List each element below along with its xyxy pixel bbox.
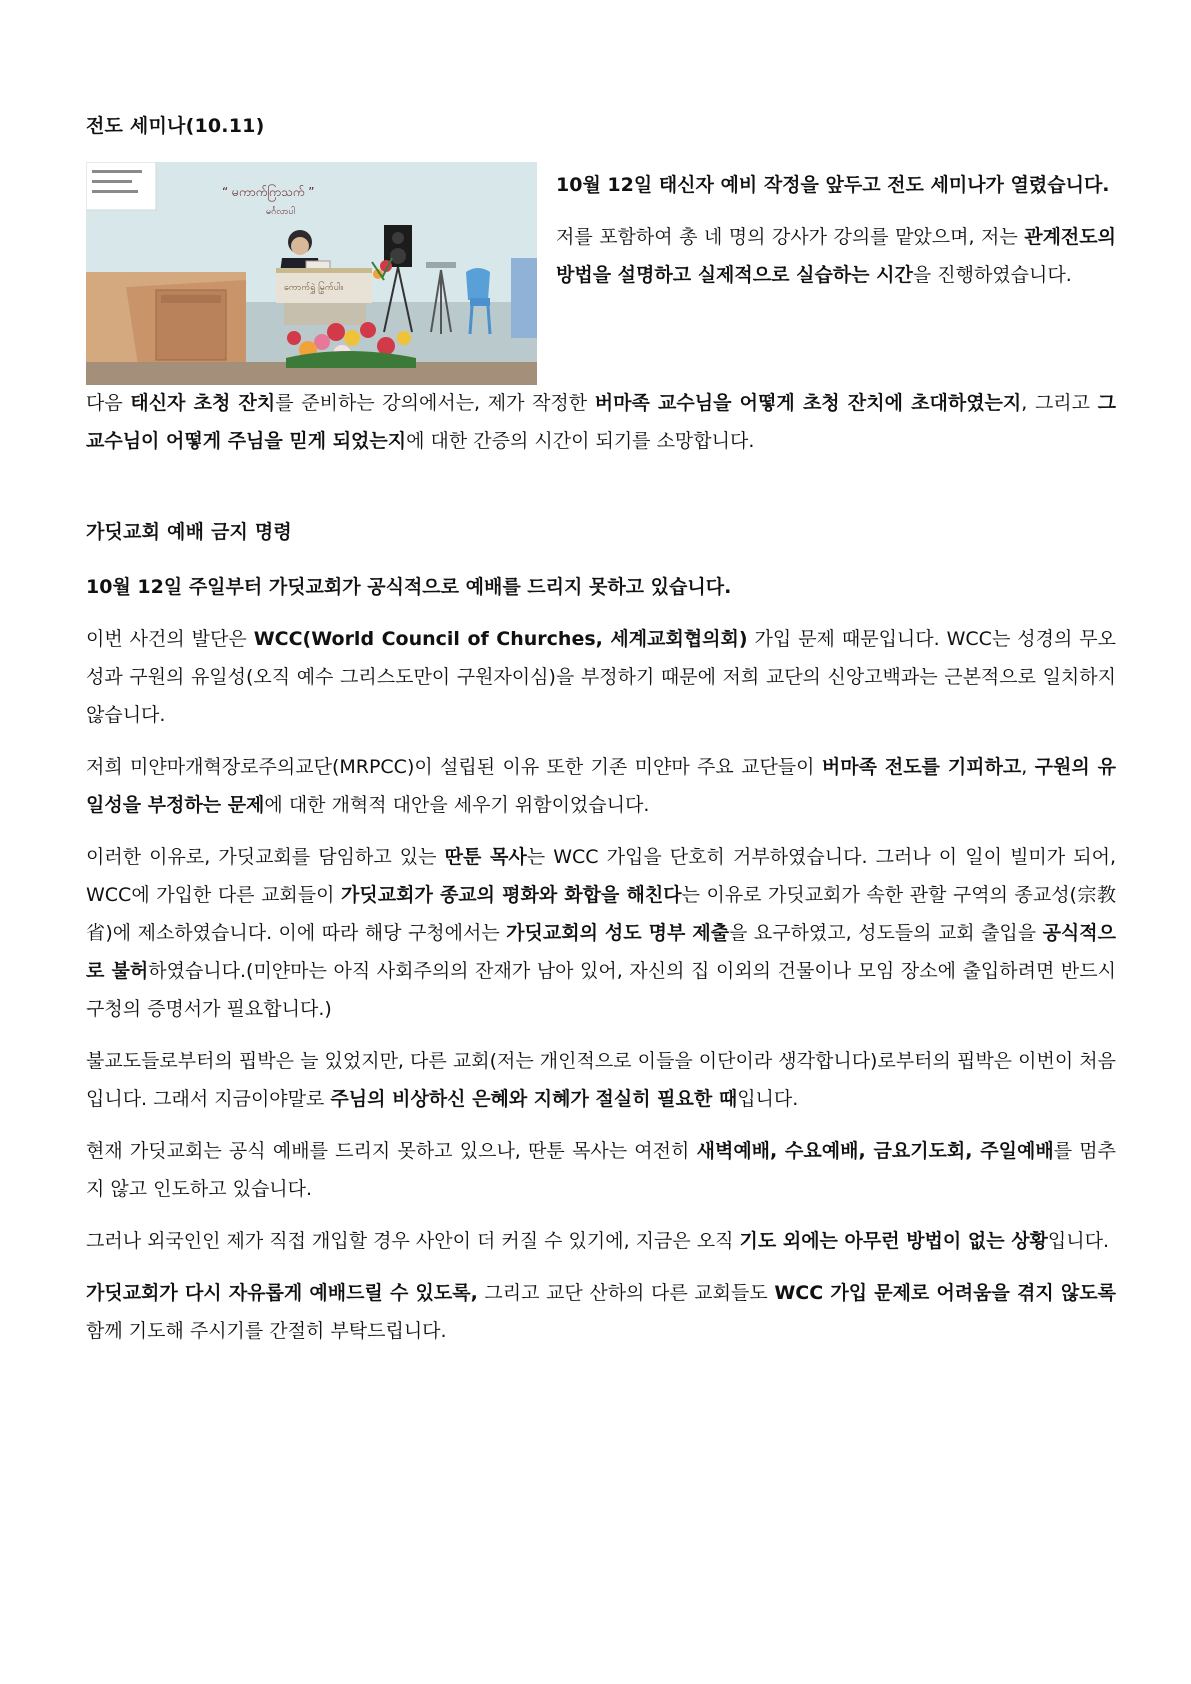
text-run: 에 대한 개혁적 대안을 세우기 위함이었습니다. — [264, 794, 650, 816]
bold-run: 버마족 전도를 기피하고 — [821, 756, 1022, 778]
text-run: 를 준비하는 강의에서는, 제가 작정한 — [275, 392, 595, 414]
text-run: 에 대한 간증의 시간이 되기를 소망합니다. — [406, 430, 755, 452]
gadit-paragraph-5 — [86, 1132, 1116, 1208]
text-run: , 그리고 — [1021, 392, 1098, 414]
bold-run: 새벽예배, 수요예배, 금요기도회, 주일예배 — [696, 1140, 1054, 1162]
text-run: 이번 사건의 발단은 — [86, 628, 254, 650]
bold-run: 딴툰 목사 — [444, 846, 527, 868]
bold-run: WCC 가입 문제로 어려움을 겪지 않도록 — [774, 1282, 1116, 1304]
text-run: 저를 포함하여 총 네 명의 강사가 강의를 맡았으며, 저는 — [556, 226, 1025, 248]
seminar-intro — [86, 162, 1116, 386]
text-run: 그리고 교단 산하의 다른 교회들도 — [477, 1282, 775, 1304]
document-page — [86, 112, 1116, 1350]
section-gadit — [86, 518, 1116, 1350]
seminar-paragraph-1 — [556, 218, 1116, 294]
bold-run: 구원의 유일성을 부정하는 문제 — [86, 756, 1116, 816]
text-run: 이러한 이유로, 가딧교회를 담임하고 있는 — [86, 846, 445, 868]
gadit-paragraph-4 — [86, 1042, 1116, 1118]
bold-run: 주님의 비상하신 은혜와 지혜가 절실히 필요한 때 — [330, 1088, 738, 1110]
text-run: 현재 가딧교회는 공식 예배를 드리지 못하고 있으나, 딴툰 목사는 여전히 — [86, 1140, 697, 1162]
seminar-intro-text — [556, 166, 1116, 294]
text-run: 을 진행하였습니다. — [912, 264, 1072, 286]
bold-run: 공식적으로 불허 — [86, 922, 1116, 982]
seminar-paragraph-2 — [86, 384, 1116, 460]
section-title-gadit: 가딧교회 예배 금지 명령 — [86, 521, 292, 543]
gadit-paragraph-6 — [86, 1222, 1116, 1260]
text-run: 을 요구하였고, 성도들의 교회 출입을 — [729, 922, 1043, 944]
bold-run: 관계전도의 방법을 설명하고 실제적으로 실습하는 시간 — [556, 226, 1116, 286]
text-run: 함께 기도해 주시기를 간절히 부탁드립니다. — [86, 1320, 447, 1342]
text-run: 그러나 외국인인 제가 직접 개입할 경우 사안이 더 커질 수 있기에, 지금은 오직 — [86, 1230, 740, 1252]
section-title-seminar: 전도 세미나(10.11) — [86, 115, 265, 137]
text-run: 불교도들로부터의 핍박은 늘 있었지만, 다른 교회(저는 개인적으로 이들을 이단이라 생각합니다)로부터의 핍박은 이번이 처음입니다. 그래서 지금이야말로 — [86, 1050, 1116, 1110]
lectern-cloth-text: ကောက်ရွှဲ မြွက်ပါ။ — [284, 283, 344, 293]
gadit-paragraph-7 — [86, 1274, 1116, 1350]
bold-run: 기도 외에는 아무런 방법이 없는 상황 — [739, 1230, 1048, 1252]
gadit-paragraph-1 — [86, 620, 1116, 734]
seminar-lead: 10월 12일 태신자 예비 작정을 앞두고 전도 세미나가 열렸습니다. — [556, 174, 1110, 196]
gadit-lead: 10월 12일 주일부터 가딧교회가 공식적으로 예배를 드리지 못하고 있습니다. — [86, 576, 732, 598]
seminar-photo — [86, 162, 537, 385]
banner-text: “ မကာက်ဂြာသက် ” — [222, 185, 315, 199]
bold-run: WCC(World Council of Churches, 세계교회협의회) — [253, 628, 748, 650]
bold-run: 그 교수님이 어떻게 주님을 믿게 되었는지 — [86, 392, 1116, 452]
banner-sub-text: မင်္ဂလာပါ — [266, 207, 296, 217]
text-run: 는 WCC 가입을 단호히 거부하였습니다. 그러나 이 일이 빌미가 되어, WCC에 가입한 다른 교회들이 — [86, 846, 1116, 906]
bold-run: 가딧교회가 종교의 평화와 화합을 해친다 — [341, 884, 682, 906]
gadit-paragraph-2 — [86, 748, 1116, 824]
gadit-paragraph-3 — [86, 838, 1116, 1028]
text-run: 저희 미얀마개혁장로주의교단(MRPCC)이 설립된 이유 또한 기존 미얀마 주요 교단들이 — [86, 756, 822, 778]
text-run: 는 이유로 가딧교회가 속한 관할 구역의 종교성(宗教省)에 제소하였습니다. 이에 따라 해당 구청에서는 — [86, 884, 1116, 944]
text-run: 하였습니다.(미얀마는 아직 사회주의의 잔재가 남아 있어, 자신의 집 이외의 건물이나 모임 장소에 출입하려면 반드시 구청의 증명서가 필요합니다.) — [86, 960, 1116, 1020]
text-run: 를 멈추지 않고 인도하고 있습니다. — [86, 1140, 1116, 1200]
text-run: 입니다. — [737, 1088, 799, 1110]
text-run: , — [1021, 756, 1035, 778]
bold-run: 가딧교회가 다시 자유롭게 예배드릴 수 있도록, — [86, 1282, 478, 1304]
text-run: 다음 — [86, 392, 131, 414]
bold-run: 가딧교회의 성도 명부 제출 — [506, 922, 730, 944]
bold-run: 버마족 교수님을 어떻게 초청 잔치에 초대하였는지 — [594, 392, 1022, 414]
bold-run: 태신자 초청 잔치 — [130, 392, 276, 414]
text-run: 가입 문제 때문입니다. WCC는 성경의 무오성과 구원의 유일성(오직 예수 그리스도만이 구원자이심)을 부정하기 때문에 저희 교단의 신앙고백과는 근본적으로 일치하지 않습니다. — [86, 628, 1116, 726]
text-run: 입니다. — [1047, 1230, 1110, 1252]
seminar-photo-illustration — [86, 162, 537, 385]
